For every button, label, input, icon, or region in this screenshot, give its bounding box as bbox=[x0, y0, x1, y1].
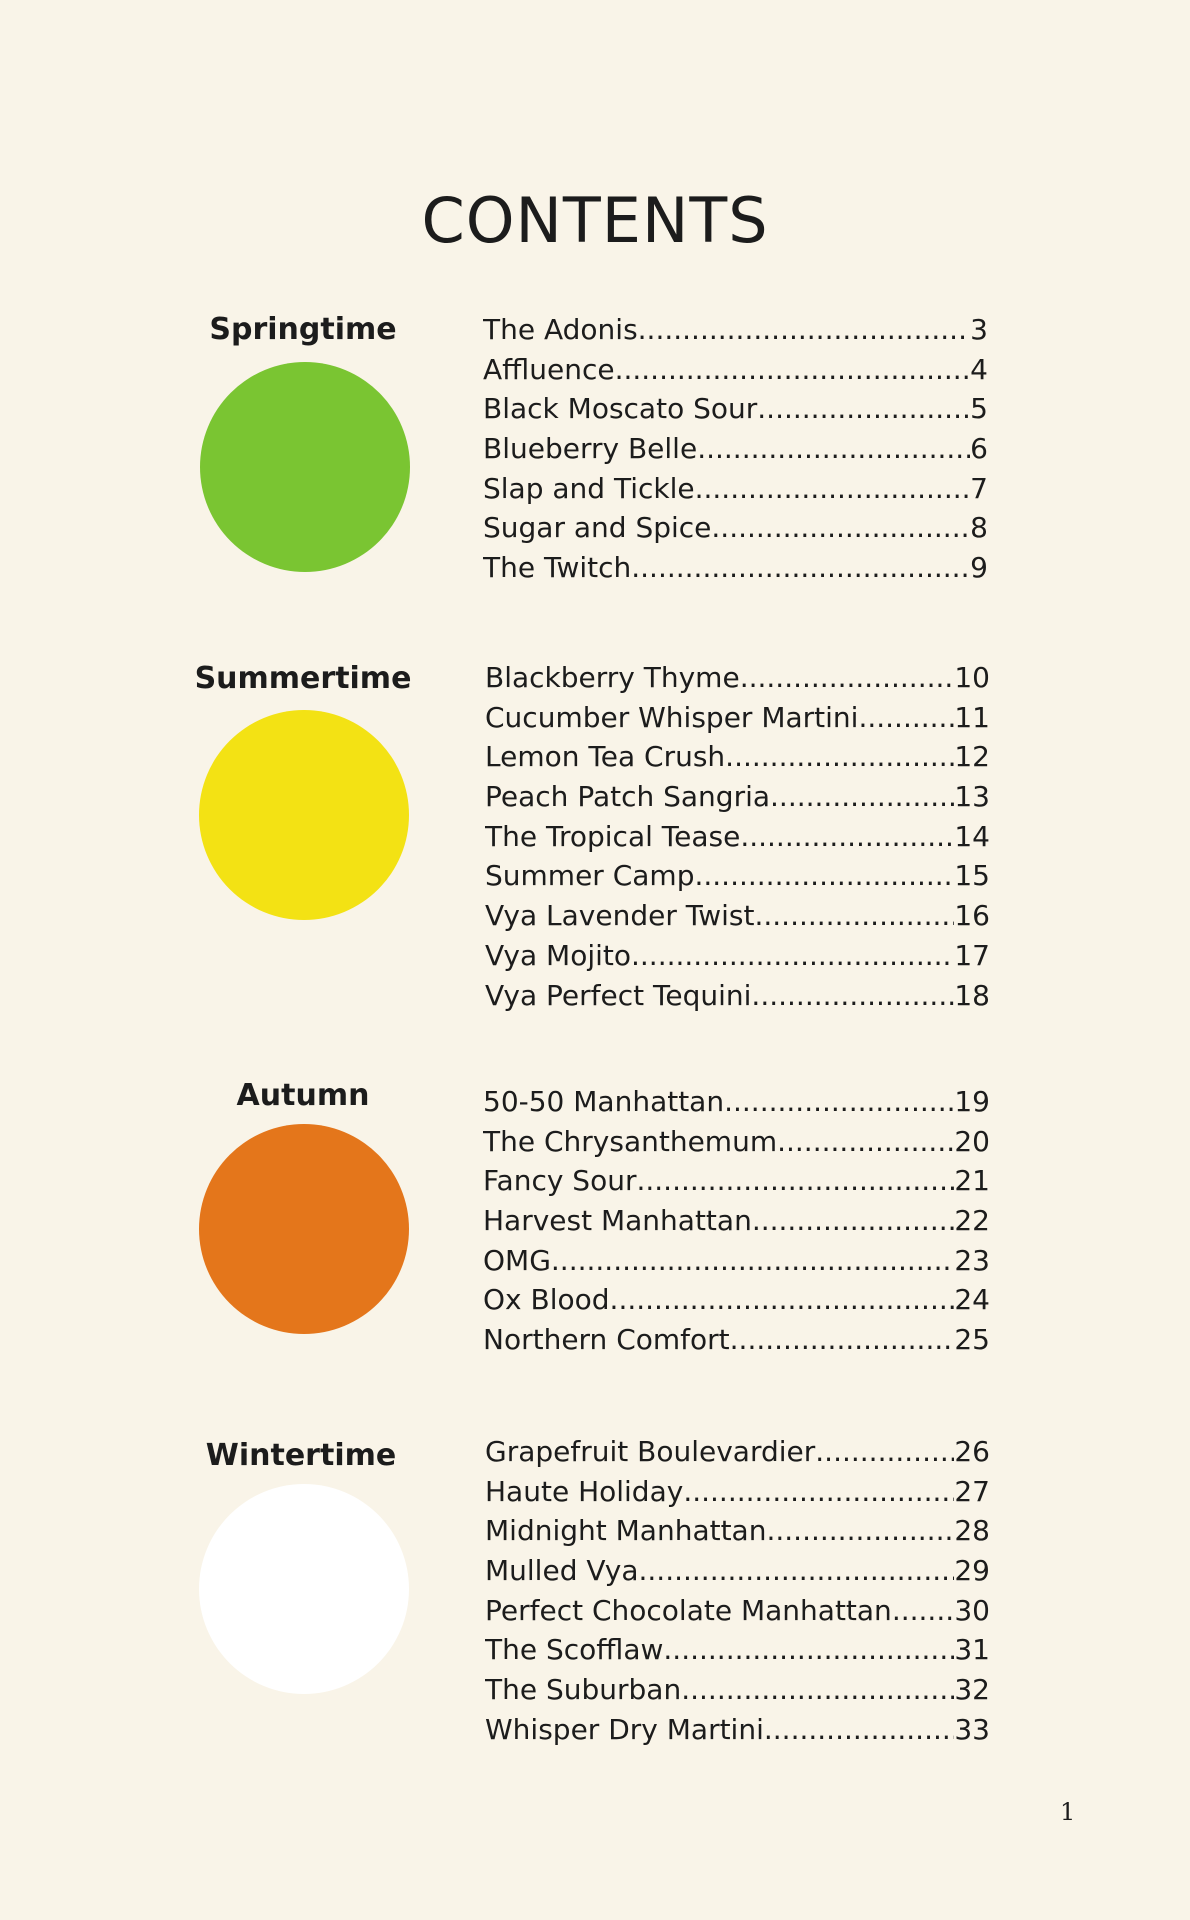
toc-entry bbox=[483, 1161, 990, 1201]
toc-entry-page-number: 22 bbox=[954, 1204, 990, 1238]
toc-entry-title: Whisper Dry Martini bbox=[485, 1712, 764, 1746]
toc-entry bbox=[485, 817, 990, 857]
toc-entry-page-number: 17 bbox=[954, 938, 990, 972]
toc-entry bbox=[483, 1082, 990, 1122]
toc-dot-leader bbox=[764, 1710, 954, 1750]
toc-entry bbox=[483, 1122, 990, 1162]
toc-entry bbox=[485, 1670, 990, 1710]
toc-entry-title: Vya Lavender Twist bbox=[485, 899, 755, 933]
toc-entry-title: The Suburban bbox=[485, 1673, 682, 1707]
toc-entry-title: Vya Perfect Tequini bbox=[485, 978, 752, 1012]
toc-entry bbox=[485, 1472, 990, 1512]
toc-entry bbox=[483, 429, 988, 469]
toc-entry-title: Ox Blood bbox=[483, 1283, 610, 1317]
toc-entry bbox=[483, 469, 988, 509]
autumn-entry-list bbox=[483, 1082, 990, 1360]
toc-dot-leader bbox=[766, 1511, 954, 1551]
wintertime-entry-list bbox=[485, 1432, 990, 1750]
toc-entry-page-number: 33 bbox=[954, 1712, 990, 1746]
toc-dot-leader bbox=[638, 310, 971, 350]
toc-entry-page-number: 29 bbox=[954, 1554, 990, 1588]
toc-entry-page-number: 9 bbox=[970, 551, 988, 585]
toc-entry-page-number: 10 bbox=[954, 661, 990, 694]
toc-dot-leader bbox=[740, 817, 954, 857]
toc-entry bbox=[485, 1551, 990, 1591]
toc-entry-page-number: 19 bbox=[954, 1085, 990, 1118]
section-label-wintertime: Wintertime bbox=[205, 1438, 397, 1473]
toc-entry-page-number: 21 bbox=[954, 1164, 990, 1198]
toc-entry-page-number: 30 bbox=[954, 1593, 990, 1627]
toc-dot-leader bbox=[858, 698, 954, 738]
toc-entry bbox=[485, 698, 990, 738]
toc-entry bbox=[485, 856, 990, 896]
toc-entry-title: Mulled Vya bbox=[485, 1554, 639, 1588]
toc-entry bbox=[485, 737, 990, 777]
toc-entry-page-number: 14 bbox=[954, 819, 990, 853]
toc-entry bbox=[483, 1320, 990, 1360]
toc-entry-title: Black Moscato Sour bbox=[483, 392, 758, 426]
toc-dot-leader bbox=[711, 508, 970, 548]
toc-entry-title: Vya Mojito bbox=[485, 938, 631, 972]
toc-entry-page-number: 20 bbox=[954, 1124, 990, 1158]
toc-entry bbox=[485, 976, 990, 1016]
summertime-entry-list bbox=[485, 658, 990, 1015]
toc-entry-page-number: 11 bbox=[954, 700, 990, 734]
toc-dot-leader bbox=[770, 777, 954, 817]
toc-entry-title: Cucumber Whisper Martini bbox=[485, 700, 859, 734]
toc-entry-page-number: 24 bbox=[954, 1283, 990, 1317]
toc-dot-leader bbox=[740, 658, 955, 698]
toc-dot-leader bbox=[815, 1432, 954, 1472]
toc-entry bbox=[483, 310, 988, 350]
page-number: 1 bbox=[1060, 1798, 1076, 1826]
toc-entry bbox=[485, 896, 990, 936]
toc-entry-title: The Adonis bbox=[483, 313, 638, 346]
toc-entry-page-number: 23 bbox=[954, 1243, 990, 1277]
toc-entry bbox=[485, 658, 990, 698]
toc-entry-title: Fancy Sour bbox=[483, 1164, 637, 1198]
toc-entry-title: The Chrysanthemum bbox=[483, 1124, 778, 1158]
toc-entry-page-number: 25 bbox=[954, 1323, 990, 1357]
toc-entry-page-number: 4 bbox=[970, 352, 988, 386]
toc-entry-title: The Scofflaw bbox=[485, 1633, 664, 1667]
toc-entry-page-number: 15 bbox=[954, 859, 990, 893]
toc-dot-leader bbox=[615, 350, 971, 390]
toc-dot-leader bbox=[777, 1122, 954, 1162]
wintertime-color-circle bbox=[199, 1484, 409, 1694]
summertime-color-circle bbox=[199, 710, 409, 920]
toc-dot-leader bbox=[681, 1670, 954, 1710]
toc-entry-title: Grapefruit Boulevardier bbox=[485, 1435, 816, 1468]
toc-entry-page-number: 5 bbox=[970, 392, 988, 426]
toc-entry-title: Sugar and Spice bbox=[483, 511, 712, 545]
toc-entry-title: Blackberry Thyme bbox=[485, 661, 740, 694]
toc-entry-title: Haute Holiday bbox=[485, 1474, 684, 1508]
toc-entry-page-number: 13 bbox=[954, 780, 990, 814]
section-label-springtime: Springtime bbox=[209, 312, 397, 347]
toc-entry bbox=[485, 1630, 990, 1670]
toc-entry-page-number: 27 bbox=[954, 1474, 990, 1508]
page-title: CONTENTS bbox=[421, 183, 769, 257]
toc-entry-page-number: 26 bbox=[954, 1435, 990, 1468]
toc-entry-page-number: 16 bbox=[954, 899, 990, 933]
toc-entry-page-number: 28 bbox=[954, 1514, 990, 1548]
toc-entry-title: 50-50 Manhattan bbox=[483, 1085, 725, 1118]
toc-entry-page-number: 31 bbox=[954, 1633, 990, 1667]
toc-dot-leader bbox=[695, 469, 971, 509]
toc-entry-title: Lemon Tea Crush bbox=[485, 740, 726, 774]
toc-dot-leader bbox=[631, 548, 970, 588]
toc-dot-leader bbox=[663, 1630, 954, 1670]
toc-entry bbox=[483, 389, 988, 429]
toc-dot-leader bbox=[631, 936, 954, 976]
toc-entry-title: Blueberry Belle bbox=[483, 432, 698, 466]
toc-dot-leader bbox=[697, 429, 970, 469]
section-label-autumn: Autumn bbox=[236, 1078, 370, 1113]
toc-dot-leader bbox=[551, 1241, 954, 1281]
toc-entry-page-number: 3 bbox=[970, 313, 988, 346]
toc-entry-page-number: 8 bbox=[970, 511, 988, 545]
autumn-color-circle bbox=[199, 1124, 409, 1334]
toc-entry-title: Slap and Tickle bbox=[483, 471, 695, 505]
toc-dot-leader bbox=[754, 896, 954, 936]
toc-entry bbox=[485, 1710, 990, 1750]
toc-dot-leader bbox=[725, 737, 954, 777]
toc-entry-page-number: 18 bbox=[954, 978, 990, 1012]
toc-dot-leader bbox=[751, 976, 954, 1016]
toc-entry-title: Summer Camp bbox=[485, 859, 695, 893]
toc-entry-page-number: 32 bbox=[954, 1673, 990, 1707]
toc-entry-title: The Tropical Tease bbox=[485, 819, 741, 853]
toc-entry bbox=[485, 1432, 990, 1472]
toc-entry bbox=[485, 777, 990, 817]
toc-dot-leader bbox=[694, 856, 954, 896]
toc-dot-leader bbox=[892, 1591, 955, 1631]
toc-dot-leader bbox=[636, 1161, 954, 1201]
toc-entry-page-number: 7 bbox=[970, 471, 988, 505]
toc-dot-leader bbox=[683, 1472, 954, 1512]
toc-dot-leader bbox=[639, 1551, 955, 1591]
toc-entry-title: OMG bbox=[483, 1243, 551, 1277]
toc-dot-leader bbox=[730, 1320, 955, 1360]
toc-dot-leader bbox=[757, 389, 970, 429]
toc-entry-title: Perfect Chocolate Manhattan bbox=[485, 1593, 892, 1627]
toc-entry-title: The Twitch bbox=[483, 551, 632, 585]
toc-entry-title: Harvest Manhattan bbox=[483, 1204, 752, 1238]
toc-dot-leader bbox=[752, 1201, 955, 1241]
section-label-summertime: Summertime bbox=[194, 661, 412, 696]
toc-entry-page-number: 12 bbox=[954, 740, 990, 774]
toc-entry-title: Affluence bbox=[483, 352, 615, 386]
toc-entry bbox=[483, 508, 988, 548]
toc-entry bbox=[485, 1591, 990, 1631]
toc-entry bbox=[485, 936, 990, 976]
toc-entry-title: Peach Patch Sangria bbox=[485, 780, 771, 814]
springtime-color-circle bbox=[200, 362, 410, 572]
toc-entry-page-number: 6 bbox=[970, 432, 988, 466]
toc-entry-title: Midnight Manhattan bbox=[485, 1514, 767, 1548]
toc-entry bbox=[483, 1241, 990, 1281]
toc-entry bbox=[483, 1201, 990, 1241]
toc-entry bbox=[483, 350, 988, 390]
toc-entry-title: Northern Comfort bbox=[483, 1323, 730, 1357]
toc-dot-leader bbox=[724, 1082, 954, 1122]
toc-dot-leader bbox=[610, 1280, 955, 1320]
springtime-entry-list bbox=[483, 310, 988, 588]
toc-entry bbox=[483, 1280, 990, 1320]
toc-entry bbox=[483, 548, 988, 588]
toc-entry bbox=[485, 1511, 990, 1551]
